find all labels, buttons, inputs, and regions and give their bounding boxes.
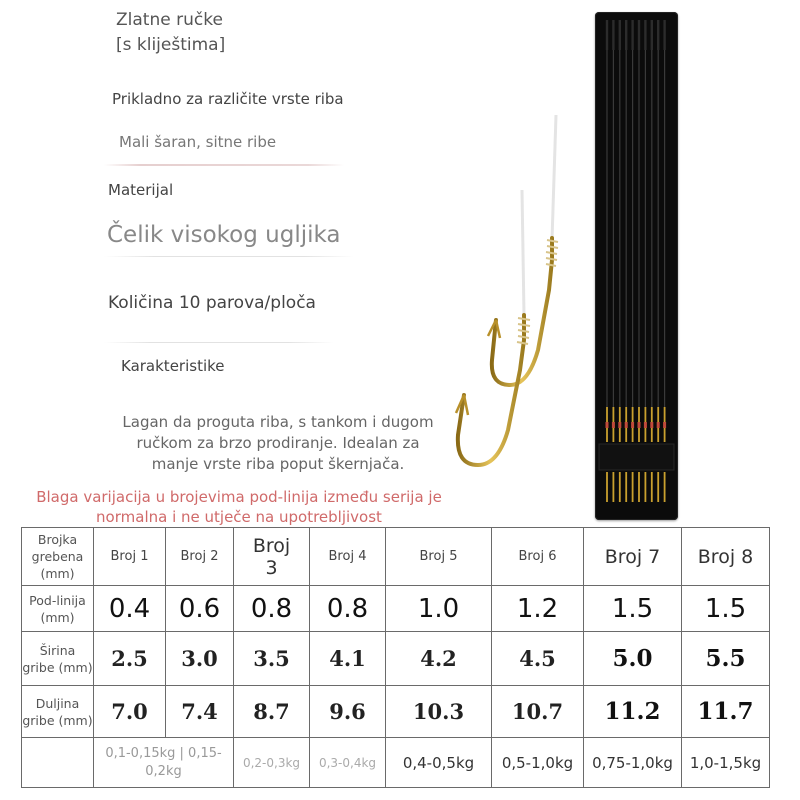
size-header: Broj 2 <box>166 528 234 586</box>
length-value: 8.7 <box>234 686 310 738</box>
board-knot <box>651 20 653 50</box>
board-bead <box>618 422 621 428</box>
width-value: 5.0 <box>584 632 682 686</box>
features-text: Lagan da proguta riba, s tankom i dugom ručkom za brzo prodiranje. Idealan za manje vrste riba poput škernjača. <box>122 413 434 473</box>
load-value: 0,5-1,0kg <box>492 738 584 788</box>
fishing-hooks-illustration <box>440 110 600 490</box>
line-value: 0.6 <box>166 586 234 632</box>
suitable-label: Prikladno za različite vrste riba <box>112 90 344 108</box>
board-bead <box>612 422 615 428</box>
line-value: 0.8 <box>234 586 310 632</box>
line-value: 0.4 <box>94 586 166 632</box>
width-value: 2.5 <box>94 632 166 686</box>
length-value: 7.0 <box>94 686 166 738</box>
board-bead <box>644 422 647 428</box>
board-knot <box>663 20 665 50</box>
size-header: Broj 4 <box>310 528 386 586</box>
features-label: Karakteristike <box>121 357 225 375</box>
line-value: 1.2 <box>492 586 584 632</box>
board-knot <box>612 20 614 50</box>
divider <box>104 164 344 166</box>
load-value: 0,1-0,15kg | 0,15-0,2kg <box>94 738 234 788</box>
row-label-line: Pod-linija (mm) <box>22 586 94 632</box>
length-value: 11.2 <box>584 686 682 738</box>
board-bead <box>657 422 660 428</box>
board-bead <box>631 422 634 428</box>
spec-table <box>21 527 770 788</box>
length-value: 10.3 <box>386 686 492 738</box>
width-value: 4.5 <box>492 632 584 686</box>
width-value: 5.5 <box>682 632 770 686</box>
board-bead <box>625 422 628 428</box>
length-value: 9.6 <box>310 686 386 738</box>
width-value: 3.0 <box>166 632 234 686</box>
table-row <box>22 586 770 632</box>
table-row <box>22 738 770 788</box>
board-hooks-icon <box>595 12 678 520</box>
board-knot <box>644 20 646 50</box>
line-value: 1.5 <box>584 586 682 632</box>
board-bead <box>650 422 653 428</box>
board-knot <box>619 20 621 50</box>
board-knot <box>638 20 640 50</box>
board-knot <box>625 20 627 50</box>
size-header: Broj 1 <box>94 528 166 586</box>
row-label-length: Duljina gribe (mm) <box>22 686 94 738</box>
load-value: 0,75-1,0kg <box>584 738 682 788</box>
board-band <box>599 444 674 470</box>
width-value: 3.5 <box>234 632 310 686</box>
board-bead <box>606 422 609 428</box>
board-bead <box>638 422 641 428</box>
divider <box>104 342 334 343</box>
width-value: 4.1 <box>310 632 386 686</box>
material-label: Materijal <box>108 181 174 199</box>
size-header: Broj 5 <box>386 528 492 586</box>
variation-note: Blaga varijacija u brojevima pod-linija između serija je normalna i ne utječe na upotrebljivost <box>36 488 442 526</box>
divider <box>104 256 354 257</box>
load-value: 1,0-1,5kg <box>682 738 770 788</box>
line-value: 1.5 <box>682 586 770 632</box>
row-label-size: Brojka grebena (mm) <box>22 528 94 586</box>
length-value: 10.7 <box>492 686 584 738</box>
board-knot <box>657 20 659 50</box>
width-value: 4.2 <box>386 632 492 686</box>
size-header: Broj 8 <box>682 528 770 586</box>
size-header: Broj 7 <box>584 528 682 586</box>
length-value: 11.7 <box>682 686 770 738</box>
material-value: Čelik visokog ugljika <box>107 222 341 248</box>
size-header: Broj 6 <box>492 528 584 586</box>
board-knot <box>606 20 608 50</box>
length-value: 7.4 <box>166 686 234 738</box>
load-value: 0,4-0,5kg <box>386 738 492 788</box>
load-value: 0,2-0,3kg <box>234 738 310 788</box>
line-value: 1.0 <box>386 586 492 632</box>
product-title: Zlatne ručke [s kliještima] <box>116 10 226 55</box>
load-value: 0,3-0,4kg <box>310 738 386 788</box>
table-row <box>22 632 770 686</box>
size-header: Broj 3 <box>234 528 310 586</box>
board-knot <box>631 20 633 50</box>
board-bead <box>663 422 666 428</box>
quantity-text: Količina 10 parova/ploča <box>108 293 316 313</box>
row-label-load <box>22 738 94 788</box>
table-row <box>22 686 770 738</box>
line-value: 0.8 <box>310 586 386 632</box>
suitable-value: Mali šaran, sitne ribe <box>119 133 277 151</box>
row-label-width: Širina gribe (mm) <box>22 632 94 686</box>
table-row <box>22 528 770 586</box>
